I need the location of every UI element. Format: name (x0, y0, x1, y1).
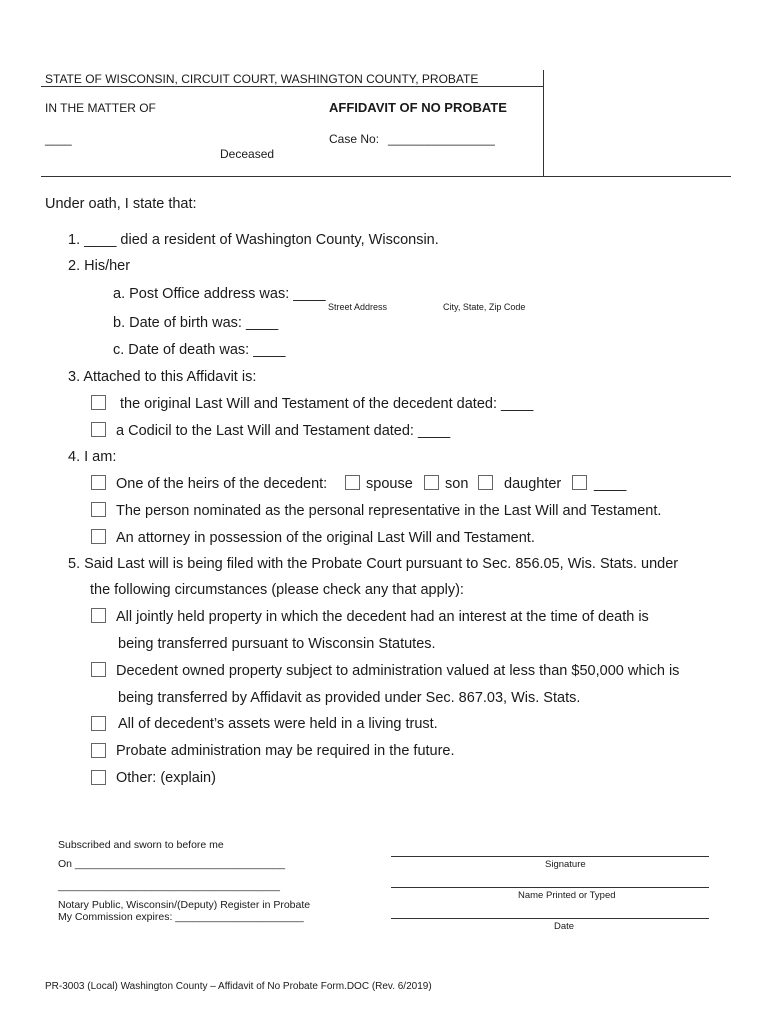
header-bottom-rule (41, 176, 731, 177)
personal-rep-label: The person nominated as the personal representative in the Last Will and Testament. (116, 503, 662, 519)
attorney-checkbox[interactable] (91, 529, 106, 544)
spouse-label: spouse (366, 476, 413, 492)
signature-line[interactable] (391, 856, 709, 857)
spouse-checkbox[interactable] (345, 475, 360, 490)
commission-expires-field[interactable]: My Commission expires: ______________________ (58, 911, 304, 923)
sworn-text: Subscribed and sworn to before me (58, 839, 224, 851)
header-top-rule (41, 86, 543, 87)
form-footer: PR-3003 (Local) Washington County – Affidavit of No Probate Form.DOC (Rev. 6/2019) (45, 981, 432, 992)
city-state-zip-caption: City, State, Zip Code (443, 302, 526, 312)
future-probate-label: Probate administration may be required in the future. (116, 743, 455, 759)
decedent-name-blank[interactable]: ____ (45, 132, 72, 146)
deceased-label: Deceased (220, 147, 275, 161)
header-right-rule (543, 70, 544, 176)
other-checkbox[interactable] (91, 770, 106, 785)
item-2b-birth: b. Date of birth was: ____ (113, 315, 279, 331)
joint-property-label-1: All jointly held property in which the decedent had an interest at the time of death is (116, 609, 649, 625)
item-5-line2: the following circumstances (please check any that apply): (90, 582, 464, 598)
son-checkbox[interactable] (424, 475, 439, 490)
daughter-label: daughter (504, 476, 562, 492)
daughter-checkbox[interactable] (478, 475, 493, 490)
personal-rep-checkbox[interactable] (91, 502, 106, 517)
item-3: 3. Attached to this Affidavit is: (68, 369, 257, 385)
name-printed-line[interactable] (391, 887, 709, 888)
date-caption: Date (554, 921, 575, 932)
joint-property-label-2: being transferred pursuant to Wisconsin Statutes. (118, 636, 436, 652)
name-printed-caption: Name Printed or Typed (518, 890, 616, 901)
court-heading: STATE OF WISCONSIN, CIRCUIT COURT, WASHINGTON COUNTY, PROBATE (45, 72, 479, 86)
future-probate-checkbox[interactable] (91, 743, 106, 758)
will-attached-checkbox[interactable] (91, 395, 106, 410)
codicil-attached-checkbox[interactable] (91, 422, 106, 437)
item-1: 1. ____ died a resident of Washington County, Wisconsin. (68, 232, 439, 248)
living-trust-label: All of decedent’s assets were held in a living trust. (118, 716, 438, 732)
case-number-label: Case No: (329, 132, 380, 146)
item-2c-death: c. Date of death was: ____ (113, 342, 286, 358)
heir-checkbox[interactable] (91, 475, 106, 490)
oath-intro: Under oath, I state that: (45, 196, 197, 212)
small-estate-label-1: Decedent owned property subject to administration valued at less than $50,000 which is (116, 663, 680, 679)
form-title: AFFIDAVIT OF NO PROBATE (329, 100, 507, 115)
will-attached-label: the original Last Will and Testament of the decedent dated: ____ (120, 396, 534, 412)
heir-label: One of the heirs of the decedent: (116, 476, 328, 492)
joint-property-checkbox[interactable] (91, 608, 106, 623)
other-relation-blank[interactable]: ____ (594, 476, 627, 492)
living-trust-checkbox[interactable] (91, 716, 106, 731)
son-label: son (445, 476, 469, 492)
item-2a-address: a. Post Office address was: ____ (113, 286, 326, 302)
small-estate-label-2: being transferred by Affidavit as provided under Sec. 867.03, Wis. Stats. (118, 690, 581, 706)
matter-label: IN THE MATTER OF (45, 101, 156, 115)
street-address-caption: Street Address (328, 302, 388, 312)
other-relation-checkbox[interactable] (572, 475, 587, 490)
case-number-field[interactable]: ________________ (388, 132, 495, 146)
notary-title: Notary Public, Wisconsin/(Deputy) Register in Probate (58, 899, 311, 911)
attorney-label: An attorney in possession of the original Last Will and Testament. (116, 530, 535, 546)
other-label: Other: (explain) (116, 770, 216, 786)
date-line[interactable] (391, 918, 709, 919)
small-estate-checkbox[interactable] (91, 662, 106, 677)
codicil-attached-label: a Codicil to the Last Will and Testament dated: ____ (116, 423, 451, 439)
notary-signature-field[interactable]: ______________________________________ (58, 880, 280, 892)
signature-caption: Signature (545, 859, 586, 870)
sworn-on-date-field[interactable]: On ____________________________________ (58, 858, 286, 870)
item-4: 4. I am: (68, 449, 117, 465)
item-5-line1: 5. Said Last will is being filed with the Probate Court pursuant to Sec. 856.05, Wis. Stats. under (68, 556, 679, 572)
item-2: 2. His/her (68, 258, 131, 274)
